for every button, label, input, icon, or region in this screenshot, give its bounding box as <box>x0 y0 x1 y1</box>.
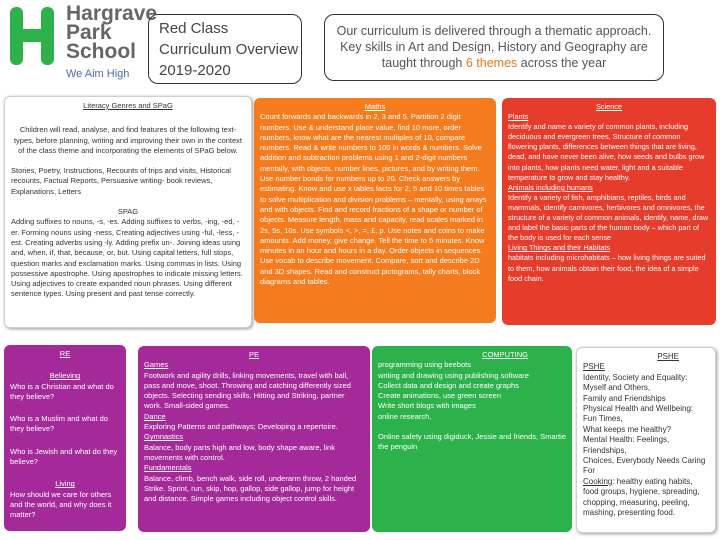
school-name <box>66 4 157 61</box>
intro-highlight: 6 themes <box>465 56 518 70</box>
pshe-item: What keeps me healthy? <box>583 424 672 434</box>
plants-text: Identify and name a variety of common plants, including deciduous and evergreen trees, Structure of common flowering plants, differences between things that are living, dead, and have never been alive, how seeds and bulbs grow into plants, how plants need water, light and a suitable temperature to grow and stay healthy. <box>508 122 705 182</box>
school-name-line: Park <box>66 21 112 44</box>
pshe-panel <box>576 347 716 533</box>
re-question: Who is a Christian and what do they believe? <box>10 381 114 401</box>
page-title <box>148 14 302 84</box>
cooking-text: : healthy eating habits, food groups, hygiene, spreading, chopping, measuring, peeling, mashing, presenting food. <box>583 476 700 518</box>
habitats-text: habitats including microhabitats – how living things are suited to them, how animals obtain their food, the idea of a simple food chain. <box>508 253 706 283</box>
pshe-cooking <box>583 477 709 519</box>
maths-heading: Maths <box>364 102 386 111</box>
habitats-heading: Living Things and their Habitats <box>508 243 611 253</box>
computing-item: writing and drawing using publishing software <box>378 370 529 380</box>
re-question: Who is a Muslim and what do they believe? <box>10 414 108 434</box>
gymnastics-text: Balance, body parts high and low, body shape aware, link movements with control. <box>144 442 335 462</box>
re-question: Who is Jewish and what do they believe? <box>10 446 118 467</box>
fundamentals-text: Balance, climb, bench walk, side roll, underarm throw, 2 handed Strike. Sprint, run, skip, hop, gallop, side gallop, jump for height and distance. Simple games including object control skills. <box>144 473 357 504</box>
games-heading: Games <box>144 360 169 370</box>
living-text: How should we care for others and the world, and why does it matter? <box>10 489 112 520</box>
title-line: Red Class <box>159 20 229 37</box>
curriculum-intro <box>324 14 664 81</box>
computing-item: online research, <box>378 411 432 421</box>
pshe-item: Mental Health: Feelings, Friendships, <box>583 435 670 455</box>
dance-text: Exploring Patterns and pathways; Developing a repertoire. <box>144 422 338 432</box>
computing-item: Create animations, use green screen <box>378 391 501 401</box>
school-name-line: School <box>66 40 137 63</box>
computing-heading: COMPUTING <box>482 350 528 359</box>
spag-heading: SPAG <box>117 207 139 217</box>
computing-item: Collect data and design and create graphs <box>378 380 519 390</box>
school-logo-h-icon <box>8 5 56 67</box>
dance-heading: Dance <box>144 411 166 421</box>
intro-text-end: across the year <box>517 56 607 70</box>
animals-text: Identify a variety of fish, amphibians, reptiles, birds and mammals, identify carnivores, herbivores and omnivores, the structure of a variety of common animals, identify, name, draw and label the basic parts of the human body – which part of the body is used for each sense <box>508 192 709 243</box>
intro-text: Our curriculum is delivered through a thematic approach. Key skills in Art and Design, History and Geography are taught through <box>336 24 652 70</box>
maths-text: Count forwards and backwards in 2, 3 and 5. Partition 2 digit numbers. Use & understand place value, find 10 more, order numbers, know what are the nearest multiples of 10, compare numbers. Read & write numbers to 100 in words & numbers. Solve addition and subtraction problems using 1 and 2-digit numbers mentally, with objects, number lines, pictures, and by writing them. Use number bonds for numbers up to 20. Check answers by estimating. Know and use x tables facts for 2, 5 and 10 times tables to solve multiplication and division problems – mentally, using arrays and with objects. Find and record fractions of a shape or number of objects. Measure length, mass and capacity, read scales marked in 2s, 5s, 10s. Use symbols <, >, =, £, p. Use notes and coins to make amounts. Add money, give change. Tell the time to 5 minutes. Know minutes in an hour and hours in a day. Order objects in sequences. Use vocab to describe movement. Compare, sort and describe 2D and 3D shapes. Read and construct pictograms, tally charts, block diagrams and tables. <box>260 112 487 287</box>
pshe-item: Physical Health and Wellbeing: Fun Times, <box>583 404 694 424</box>
pshe-sub-heading: PSHE <box>583 362 605 372</box>
science-panel <box>502 98 716 325</box>
pe-heading: PE <box>248 350 259 359</box>
literacy-panel <box>4 96 252 328</box>
pshe-item: Choices, Everybody Needs Caring For <box>583 456 706 476</box>
cooking-label: Cooking <box>583 476 613 486</box>
animals-heading: Animals including humans <box>508 182 593 192</box>
gymnastics-heading: Gymnastics <box>144 432 184 442</box>
literacy-genres: Stories, Poetry, Instructions, Recounts of trips and visits, Historical recounts, Factual Reports, Persuasive writing- book reviews, Explanations, Letters <box>11 166 231 196</box>
pshe-item: Identity, Society and Equality: Myself and Others, <box>583 372 688 393</box>
literacy-heading: Literacy Genres and SPaG <box>83 101 173 110</box>
fundamentals-heading: Fundamentals <box>144 463 192 473</box>
spag-text: Adding suffixes to nouns, -s, -es. Adding suffixes to verbs, -ing, -ed, -er. Forming nouns using -ness, Creating adjectives using -ful, -less, -est. Creating adverbs using -ly. Adding prefix un-. Joining ideas using and, when, if, that, because, or, but. Using capital letters, full stops, question marks and exclamation marks. Using commas in lists. Using possessive apostrophe. Using apostrophes to indicate missing letters. Using adjectives to create expanded noun phrases. Using different sentence types. Using present and past tense correctly. <box>11 217 243 299</box>
games-text: Footwork and agility drills, linking movements, travel with ball, pass and move, shoot. Throwing and catching differently sized objects. Selecting sending skills. Hitting and Striking, partner work. Small-sided games. <box>144 370 351 411</box>
pshe-item: Family and Friendships <box>583 393 666 403</box>
computing-item: Online safety using digiduck, Jessie and friends, Smartie the penguin <box>378 432 567 452</box>
computing-panel <box>372 346 572 532</box>
pshe-heading: PSHE <box>657 352 679 361</box>
believing-heading: Believing <box>49 371 81 381</box>
school-tagline: We Aim High <box>66 68 130 80</box>
science-heading: Science <box>596 102 622 111</box>
school-name-line: Hargrave <box>66 2 158 25</box>
living-heading: Living <box>55 479 75 489</box>
literacy-intro: Children will read, analyse, and find features of the following text-types, before planning, writing and improving their own in the context of the class theme and incorporating the elements of SPaG below. <box>13 125 243 155</box>
computing-item: Write short blogs with images <box>378 401 476 411</box>
title-line: 2019-2020 <box>159 62 231 79</box>
title-line: Curriculum Overview <box>159 41 299 58</box>
re-panel <box>4 345 126 531</box>
pe-panel <box>138 346 370 532</box>
maths-panel <box>254 98 496 323</box>
computing-item: programming using beebots <box>378 360 471 370</box>
plants-heading: Plants <box>508 112 529 122</box>
re-heading: RE <box>59 349 71 358</box>
